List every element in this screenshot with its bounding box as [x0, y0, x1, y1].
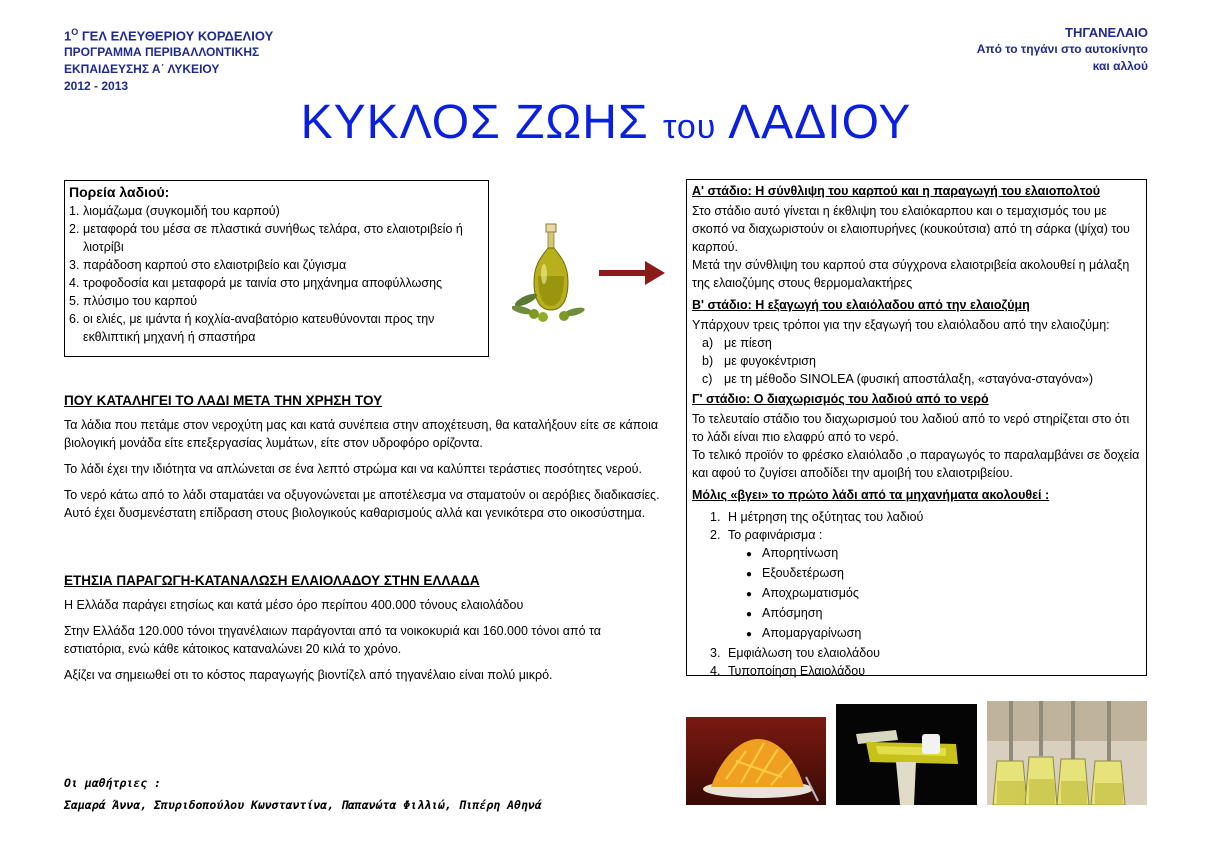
- class-line: ΕΚΠΑΙΔΕΥΣΗΣ Α΄ ΛΥΚΕΙΟΥ: [64, 62, 220, 77]
- stage-a-paragraph-1: Στο στάδιο αυτό γίνεται η έκθλιψη του ελαιόκαρπου και ο τεμαχισμός του με σκοπό να διαχωριστούν οι ελαιοπυρήνες (κουκούτσια) από τη σάρκα (ψίχα) του καρπού.: [692, 204, 1130, 254]
- stage-b-title: Β' στάδιο: Η εξαγωγή του ελαιόλαδου από την ελαιοζύμη: [692, 298, 1030, 312]
- list-item: ● Απομαργαρίνωση: [746, 626, 862, 640]
- list-item: 6. οι ελιές, με ιμάντα ή κοχλία-αναβατόριο κατευθύνονται προς την εκθλιπτική μηχανή ή σπαστήρα: [69, 312, 435, 344]
- stage-c-title: Γ' στάδιο: Ο διαχωρισμός του λαδιού από το νερό: [692, 392, 989, 406]
- list-item: 5. πλύσιμο του καρπού: [69, 294, 198, 308]
- students-label: Οι μαθήτριες :: [64, 776, 161, 790]
- list-item: a) με πίεση: [702, 336, 772, 350]
- oil-route-list: [69, 202, 484, 346]
- list-item: 3. παράδοση καρπού στο ελαιοτριβείο και ζύγισμα: [69, 258, 347, 272]
- production-heading: ΕΤΗΣΙΑ ΠΑΡΑΓΩΓΗ-ΚΑΤΑΝΑΛΩΣΗ ΕΛΑΙΟΛΑΔΟΥ ΣΤΗΝ ΕΛΛΑΔΑ: [64, 573, 480, 588]
- stage-b-paragraph-1: Υπάρχουν τρεις τρόποι για την εξαγωγή του ελαιόλαδου από την ελαιοζύμη:: [692, 318, 1110, 332]
- stage-a-title: Α' στάδιο: Η σύνθλιψη του καρπού και η παραγωγή του ελαιοπολτού: [692, 184, 1101, 198]
- header-right: [977, 24, 1148, 75]
- olive-oil-bottle-icon: [512, 222, 588, 322]
- list-item: 1. Η μέτρηση της οξύτητας του λαδιού: [710, 510, 924, 524]
- after-extraction-list: [692, 508, 1141, 680]
- list-item: ● Εξουδετέρωση: [746, 566, 844, 580]
- topic-subtitle-2: και αλλού: [1092, 59, 1148, 73]
- biodiesel-lab-photo: [987, 701, 1147, 805]
- stage-c-paragraph-1: Το τελευταίο στάδιο του διαχωρισμού του λαδιού από το νερό στηρίζεται στο ότι το λάδι είναι πιο ελαφρύ από το νερό.: [692, 412, 1130, 444]
- refining-steps-list: [710, 544, 1141, 644]
- production-paragraph-2: Στην Ελλάδα 120.000 τόνοι τηγανέλαιων παράγονται από τα νοικοκυριά και 160.000 τόνοι από τα εστιατόρια, ενώ κάθε κάτοικος καταναλώνει 20 κιλά το χρόνο.: [64, 624, 601, 656]
- after-use-heading: ΠΟΥ ΚΑΤΑΛΗΓΕΙ ΤΟ ΛΑΔΙ ΜΕΤΑ ΤΗΝ ΧΡΗΣΗ ΤΟΥ: [64, 393, 383, 408]
- after-use-paragraph-2: Το λάδι έχει την ιδιότητα να απλώνεται σε ένα λεπτό στρώμα και να καλύπτει τεράστιες ποσότητες νερού.: [64, 462, 642, 476]
- list-item: ● Απορητίνωση: [746, 546, 839, 560]
- after-use-section: [64, 392, 664, 530]
- after-extraction-title: Μόλις «βγει» το πρώτο λάδι από τα μηχανήματα ακολουθεί :: [692, 488, 1050, 502]
- production-section: [64, 572, 664, 692]
- oil-route-heading: Πορεία λαδιού:: [69, 184, 170, 200]
- list-item: b) με φυγοκέντριση: [702, 354, 816, 368]
- after-use-paragraph-1: Τα λάδια που πετάμε στον νεροχύτη μας και κατά συνέπεια στην αποχέτευση, θα καταλήξουν είτε σε κάποια βιολογική μονάδα είτε επεξεργασίας λυμάτων, είτε στον υδροφόρο ορίζοντα.: [64, 418, 659, 450]
- year-line: 2012 - 2013: [64, 79, 129, 94]
- list-item: 4. τροφοδοσία και μεταφορά με ταινία στο μηχάνημα αποφύλλωσης: [69, 276, 443, 290]
- arrow-right-icon: [597, 258, 667, 288]
- school-name: $1^O$ ΓΕΛ ΕΛΕΥΘΕΡΙΟΥ ΚΟΡΔΕΛΙΟΥ: [64, 27, 274, 44]
- stages-box: [686, 179, 1147, 676]
- list-item: 1. λιομάζωμα (συγκομιδή του καρπού): [69, 204, 280, 218]
- students-credit: [64, 772, 542, 816]
- list-item: 3. Εμφιάλωση του ελαιολάδου: [710, 646, 881, 660]
- topic-title: ΤΗΓΑΝΕΛΑΙΟ: [1065, 25, 1148, 40]
- list-item: 2. μεταφορά του μέσα σε πλαστικά συνήθως τελάρα, στο ελαιοτριβείο ή λιοτρίβι: [69, 222, 463, 254]
- page-title: ΚΥΚΛΟΣ ΖΩΗΣ του ΛΑΔΙΟΥ: [300, 96, 912, 149]
- program-line: ΠΡΟΓΡΑΜΜΑ ΠΕΡΙΒΑΛΛΟΝΤΙΚΗΣ: [64, 45, 260, 60]
- list-item: 2. Το ραφινάρισμα : ● Απορητίνωση ● Εξουδετέρωση ● Αποχρωματισμός ● Απόσμηση ● Απομαργαρίνωση: [710, 526, 1141, 644]
- list-item: ● Αποχρωματισμός: [746, 586, 859, 600]
- header-left: [64, 24, 273, 95]
- topic-subtitle-1: Από το τηγάνι στο αυτοκίνητο: [976, 42, 1148, 56]
- production-paragraph-1: Η Ελλάδα παράγει ετησίως και κατά μέσο όρο περίπου 400.000 τόνους ελαιολάδου: [64, 598, 524, 612]
- students-names: Σαμαρά Άννα, Σπυριδοπούλου Κωνσταντίνα, Παπανώτα Φιλλιώ, Πιπέρη Αθηνά: [64, 798, 542, 812]
- stage-a-paragraph-2: Μετά την σύνθλιψη του καρπού στα σύγχρονα ελαιοτριβεία ακολουθεί η μάλαξη της ελαιοζύμης στους θερμομαλακτήρες: [692, 258, 1130, 290]
- fuel-nozzle-photo: [836, 704, 977, 805]
- list-item: c) με τη μέθοδο SINOLEA (φυσική αποστάλαξη, «σταγόνα-σταγόνα»): [702, 372, 1094, 386]
- fries-photo: [686, 717, 826, 805]
- production-paragraph-3: Αξίζει να σημειωθεί οτι το κόστος παραγωγής βιοντίζελ από τηγανέλαιο είναι πολύ μικρό.: [64, 668, 553, 682]
- stage-c-paragraph-2: Το τελικό προϊόν το φρέσκο ελαιόλαδο ,ο παραγωγός το παραλαμβάνει σε δοχεία και αφού το ζυγίσει αποδίδει την αμοιβή του ελαιοτριβείου.: [692, 448, 1140, 480]
- after-use-paragraph-3: Το νερό κάτω από το λάδι σταματάει να οξυγονώνεται με αποτέλεσμα να σταματούν οι αερόβιες διαδικασίες. Αυτό έχει δυσμενέστατη επίδραση στους βιολογικούς καθαρισμούς αλλά και γενικότερα στο οικοσύστημα.: [64, 488, 660, 520]
- list-item: 4. Τυποποίηση Ελαιολάδου: [710, 664, 866, 678]
- extraction-methods-list: [692, 334, 1141, 388]
- list-item: ● Απόσμηση: [746, 606, 823, 620]
- oil-route-box: [64, 180, 489, 357]
